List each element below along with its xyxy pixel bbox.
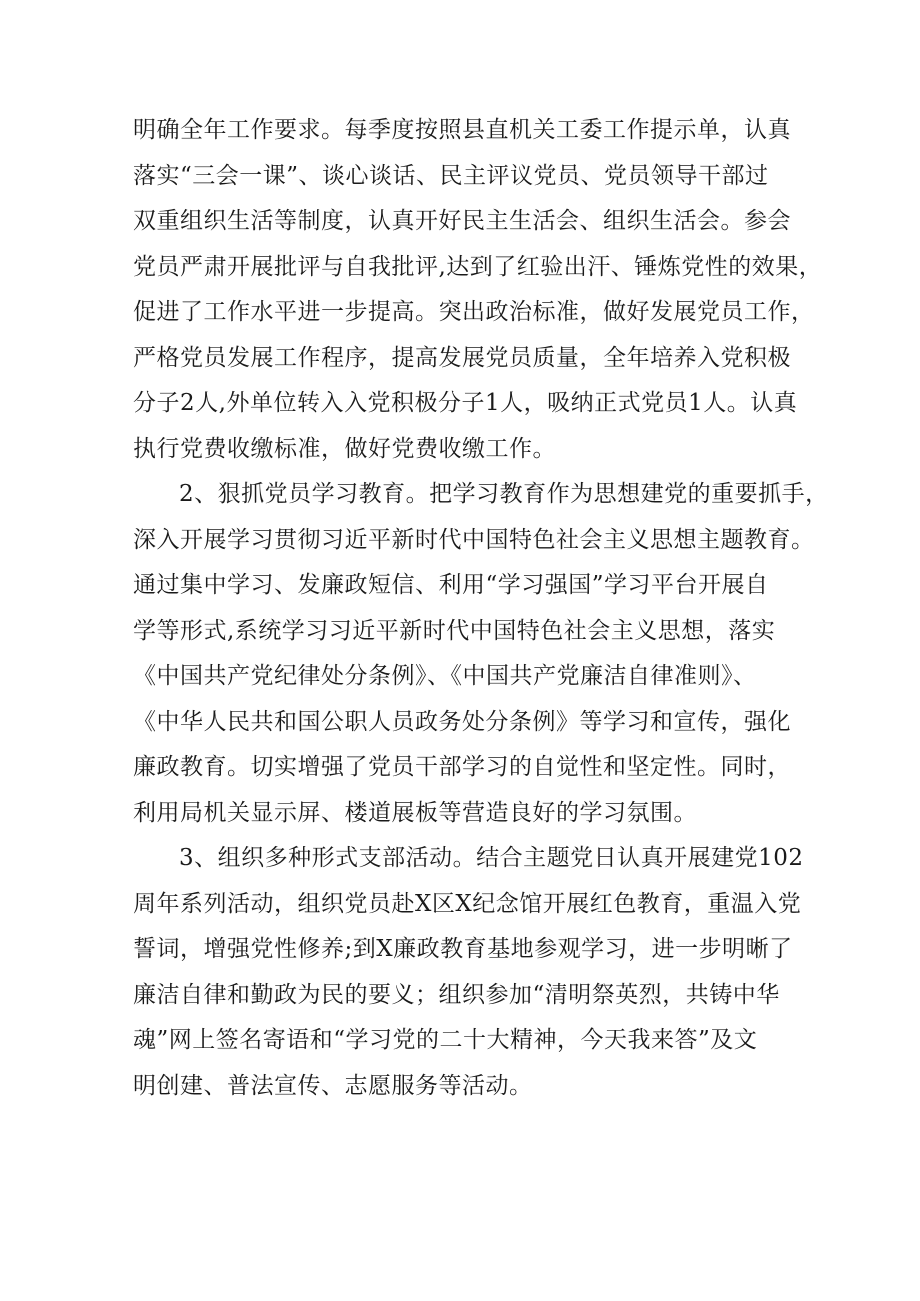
text-line: 执行党费收缴标准，做好党费收缴工作。 (133, 435, 556, 462)
text-line: 通过集中学习、发廉政短信、利用“学习强国”学习平台开展自 (133, 572, 769, 598)
text-line: 明确全年工作要求。每季度按照县直机关工委工作提示单，认真 (133, 117, 791, 143)
document-body (133, 108, 829, 1109)
paragraph-2 (133, 472, 829, 836)
text-line: 廉政教育。切实增强了党员干部学习的自觉性和坚定性。同时， (133, 754, 791, 780)
text-line: 《中国共产党纪律处分条例》、《中国共产党廉洁自律准则》、 (133, 663, 757, 689)
text-line: 誓词，增强党性修养;到X廉政教育基地参观学习，进一步明晰了 (133, 936, 793, 962)
text-line: 落实“三会一课”、谈心谈话、民主评议党员、党员领导干部过 (133, 162, 769, 189)
paragraph-1 (133, 108, 823, 472)
text-line: 3、组织多种形式支部活动。结合主题党日认真开展建党102 (179, 845, 804, 871)
text-line: 严格党员发展工作程序，提高发展党员质量，全年培养入党积极 (133, 344, 791, 371)
text-line: 党员严肃开展批评与自我批评,达到了红验出汗、锤炼党性的效果， (133, 253, 823, 280)
paragraph-3 (133, 836, 803, 1109)
text-line: 周年系列活动，组织党员赴X区X纪念馆开展红色教育，重温入党 (133, 890, 802, 917)
text-line: 《中华人民共和国公职人员政务处分条例》等学习和宣传，强化 (133, 708, 791, 735)
text-line: 深入开展学习贯彻习近平新时代中国特色社会主义思想主题教育。 (133, 526, 815, 553)
text-line: 明创建、普法宣传、志愿服务等活动。 (133, 1072, 533, 1099)
text-line: 促进了工作水平进一步提高。突出政治标准，做好发展党员工作， (133, 299, 815, 325)
text-line: 双重组织生活等制度，认真开好民主生活会、组织生活会。参会 (133, 208, 791, 234)
text-line: 分子2人,外单位转入入党积极分子1人，吸纳正式党员1人。认真 (133, 390, 798, 416)
text-line: 利用局机关显示屏、楼道展板等营造良好的学习氛围。 (133, 799, 697, 826)
text-line: 学等形式,系统学习习近平新时代中国特色社会主义思想，落实 (133, 617, 776, 644)
text-line: 魂”网上签名寄语和“学习党的二十大精神，今天我来答”及文 (133, 1027, 758, 1053)
text-line: 2、狠抓党员学习教育。把学习教育作为思想建党的重要抓手， (179, 481, 829, 507)
text-line: 廉洁自律和勤政为民的要义；组织参加“清明祭英烈，共铸中华 (133, 981, 780, 1008)
